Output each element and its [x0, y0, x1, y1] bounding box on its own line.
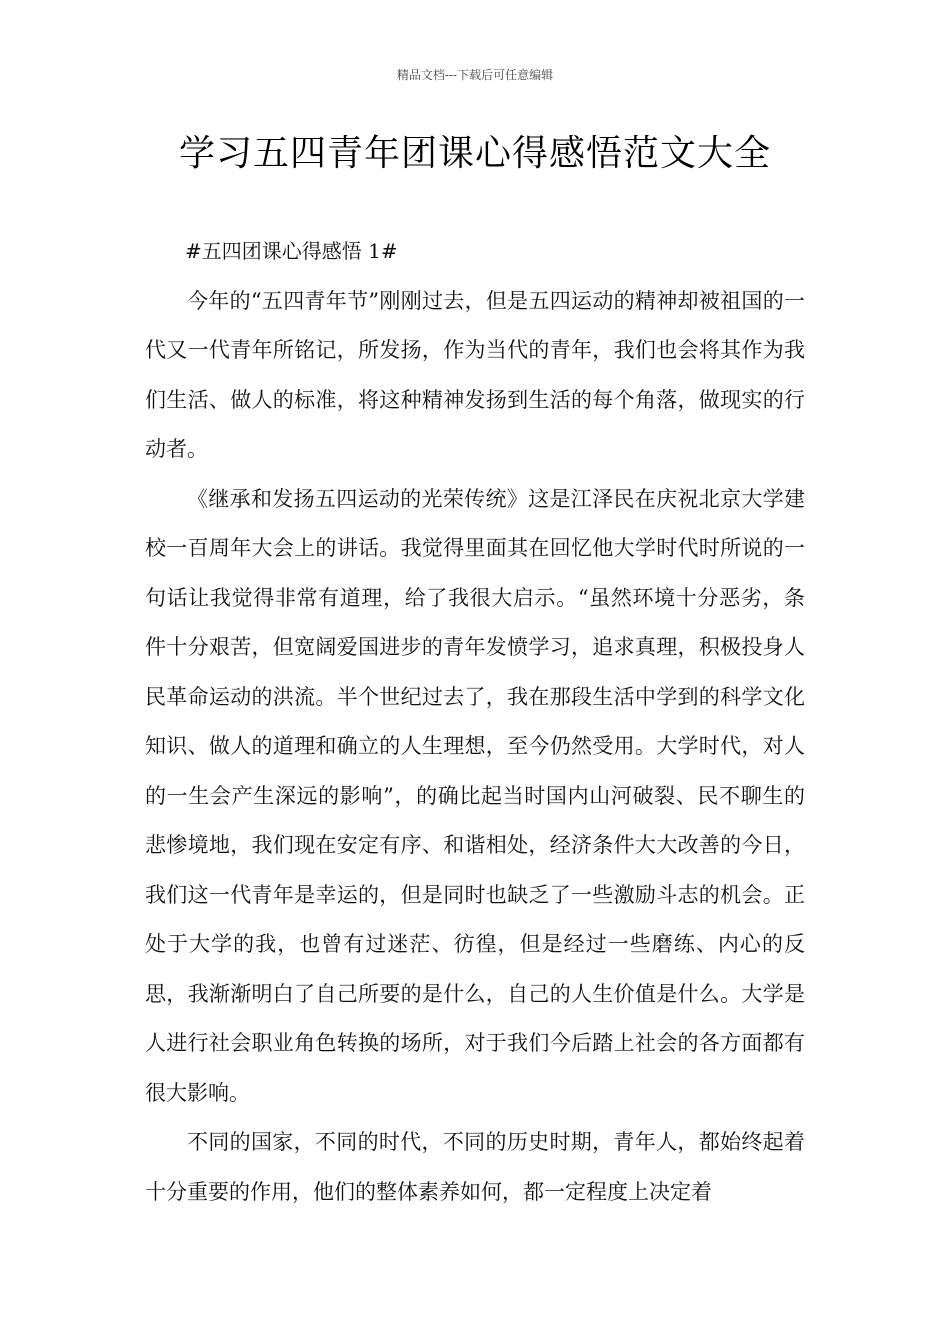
paragraph-3: 不同的国家，不同的时代，不同的历史时期，青年人，都始终起着十分重要的作用，他们的整体素养如何，都一定程度上决定着 [145, 1130, 805, 1204]
document-body [145, 227, 805, 1217]
paragraph-2: 《继承和发扬五四运动的光荣传统》这是江泽民在庆祝北京大学建校一百周年大会上的讲话。我觉得里面其在回忆他大学时代时所说的一句话让我觉得非常有道理，给了我很大启示。“虽然环境十分恶劣，条件十分艰苦，但宽阔爱国进步的青年发愤学习，追求真理，积极投身人民革命运动的洪流。半个世纪过去了，我在那段生活中学到的科学文化知识、做人的道理和确立的人生理想，至今仍然受用。大学时代，对人的一生会产生深远的影响”，的确比起当时国内山河破裂、民不聊生的悲惨境地，我们现在安定有序、和谐相处，经济条件大大改善的今日，我们这一代青年是幸运的，但是同时也缺乏了一些激励斗志的机会。正处于大学的我，也曾有过迷茫、彷徨，但是经过一些磨练、内心的反思，我渐渐明白了自己所要的是什么，自己的人生价值是什么。大学是人进行社会职业角色转换的场所，对于我们今后踏上社会的各方面都有很大影响。 [145, 486, 805, 1105]
paragraph-1: 今年的“五四青年节”刚刚过去，但是五四运动的精神却被祖国的一代又一代青年所铭记，所发扬，作为当代的青年，我们也会将其作为我们生活、做人的标准，将这种精神发扬到生活的每个角落，做现实的行动者。 [145, 288, 805, 461]
section-heading: #五四团课心得感悟 1# [185, 239, 398, 263]
document-title: 学习五四青年团课心得感悟范文大全 [178, 133, 771, 174]
header-note: 精品文档---下载后可任意编辑 [396, 68, 554, 82]
